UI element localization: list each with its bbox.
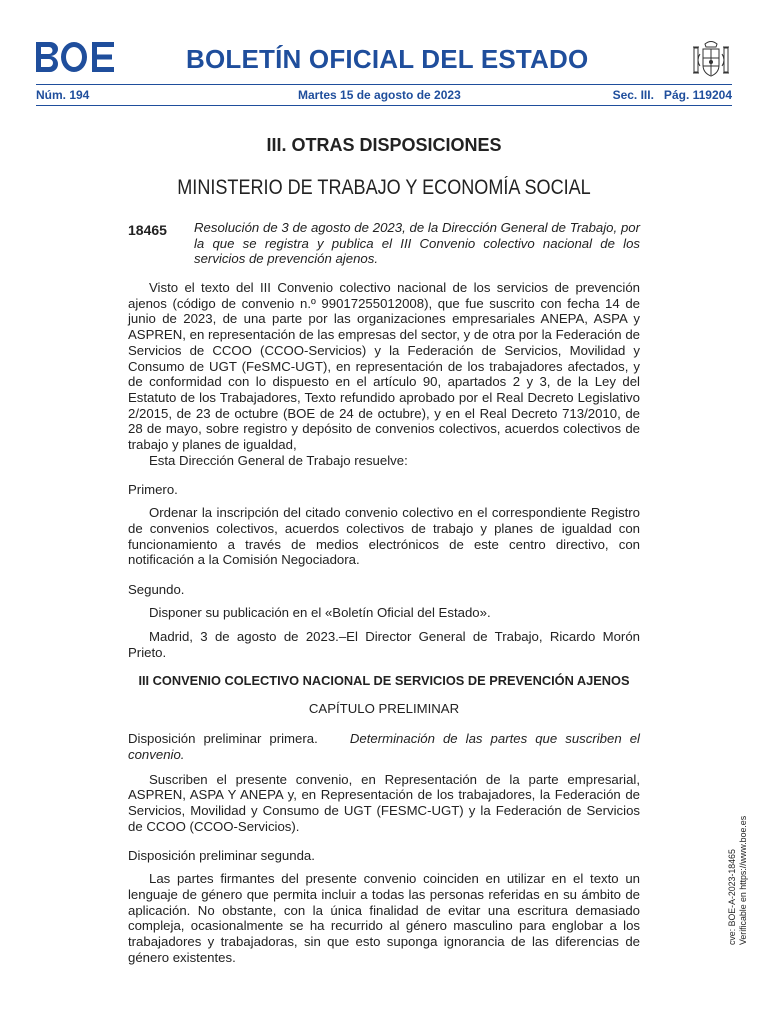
verification-link[interactable]: Verificable en https://www.boe.es	[738, 815, 748, 945]
disposition-first-label: Disposición preliminar primera.	[128, 731, 318, 747]
paragraph-signature: Madrid, 3 de agosto de 2023.–El Director General de Trabajo, Ricardo Morón Prieto.	[128, 629, 640, 661]
paragraph-visto: Visto el texto del III Convenio colectivo nacional de los servicios de prevención ajenos (código de convenio n.º 99017255012008), que fue suscrito con fecha 14 de junio de 2023, de una parte por las organizaciones empresariales ANEPA, ASPA y ASPREN, en representación de las empresas del sector, y de otra por la Federación de Servicios de CCOO (CCOO-Servicios) y la Federación de Servicios, Movilidad y Consumo de UGT (FeSMC-UGT), en representación de los trabajadores afectados, y de conformidad con lo dispuesto en el artículo 90, apartados 2 y 3, de la Ley del Estatuto de los Trabajadores, Texto refundido aprobado por el Real Decreto Legislativo 2/2015, de 23 de octubre (BOE de 24 de octubre), y en el Real Decreto 713/2010, de 28 de mayo, sobre registro y depósito de convenios colectivos, acuerdos colectivos de trabajo y planes de igualdad,	[128, 280, 640, 453]
document-body	[128, 280, 640, 965]
cve-code: cve: BOE-A-2023-18465	[727, 849, 737, 945]
issue-number: Núm. 194	[36, 88, 90, 102]
verification-side-note	[727, 816, 749, 945]
header-bottom-rule	[36, 105, 732, 106]
resolution-title: Resolución de 3 de agosto de 2023, de la Dirección General de Trabajo, por la que se registra y publica el III Convenio colectivo nacional de los servicios de prevención ajenos.	[194, 220, 640, 266]
convenio-title: III CONVENIO COLECTIVO NACIONAL DE SERVICIOS DE PREVENCIÓN AJENOS	[138, 672, 630, 688]
paragraph-genero: Las partes firmantes del presente convenio coinciden en utilizar en el texto un lenguaje de género que permita incluir a todas las personas referidas en su ámbito de aplicación. No obstante, con la única finalidad de evitar una escritura demasiado compleja, ocasionalmente se ha recurrido al género masculino para englobar a los trabajadores y trabajadoras, sin que esto suponga ignorancia de las diferencias de género existentes.	[128, 871, 640, 965]
disposition-first	[128, 731, 640, 762]
issue-date: Martes 15 de agosto de 2023	[298, 88, 461, 102]
resolution-number: 18465	[128, 222, 167, 238]
paragraph-disponer: Disponer su publicación en el «Boletín Oficial del Estado».	[149, 604, 491, 620]
section-page: Sec. III. Pág. 119204	[612, 88, 732, 102]
paragraph-resuelve: Esta Dirección General de Trabajo resuelve:	[149, 452, 408, 468]
ministry-name: MINISTERIO DE TRABAJO Y ECONOMÍA SOCIAL	[177, 176, 591, 199]
newspaper-title: BOLETÍN OFICIAL DEL ESTADO	[186, 44, 589, 74]
paragraph-ordenar: Ordenar la inscripción del citado convenio colectivo en el correspondiente Registro de convenios colectivos, acuerdos colectivos de trabajo y planes de igualdad con funcionamiento a través de medios electrónicos de este centro directivo, con notificación a la Comisión Negociadora.	[128, 505, 640, 568]
disposition-second: Disposición preliminar segunda.	[128, 848, 315, 864]
paragraph-suscriben: Suscriben el presente convenio, en Representación de la parte empresarial, ASPREN, ASPA Y ANEPA y, en Representación de los trabajadores, la Federación de Servicios, Movilidad y Consumo de UGT (FESMC-UGT) y la Federación de Servicios de CCOO (CCOO-Servicios).	[128, 771, 640, 834]
chapter-heading: CAPÍTULO PRELIMINAR	[308, 701, 460, 717]
spain-coat-of-arms-icon	[690, 38, 732, 80]
boe-logo	[36, 42, 114, 72]
heading-segundo: Segundo.	[128, 581, 185, 597]
header-top-rule	[36, 84, 732, 85]
heading-primero: Primero.	[128, 482, 178, 498]
disposition-first-title: Determinación de las partes que suscriben el convenio.	[128, 731, 640, 762]
section-title: III. OTRAS DISPOSICIONES	[266, 135, 502, 155]
